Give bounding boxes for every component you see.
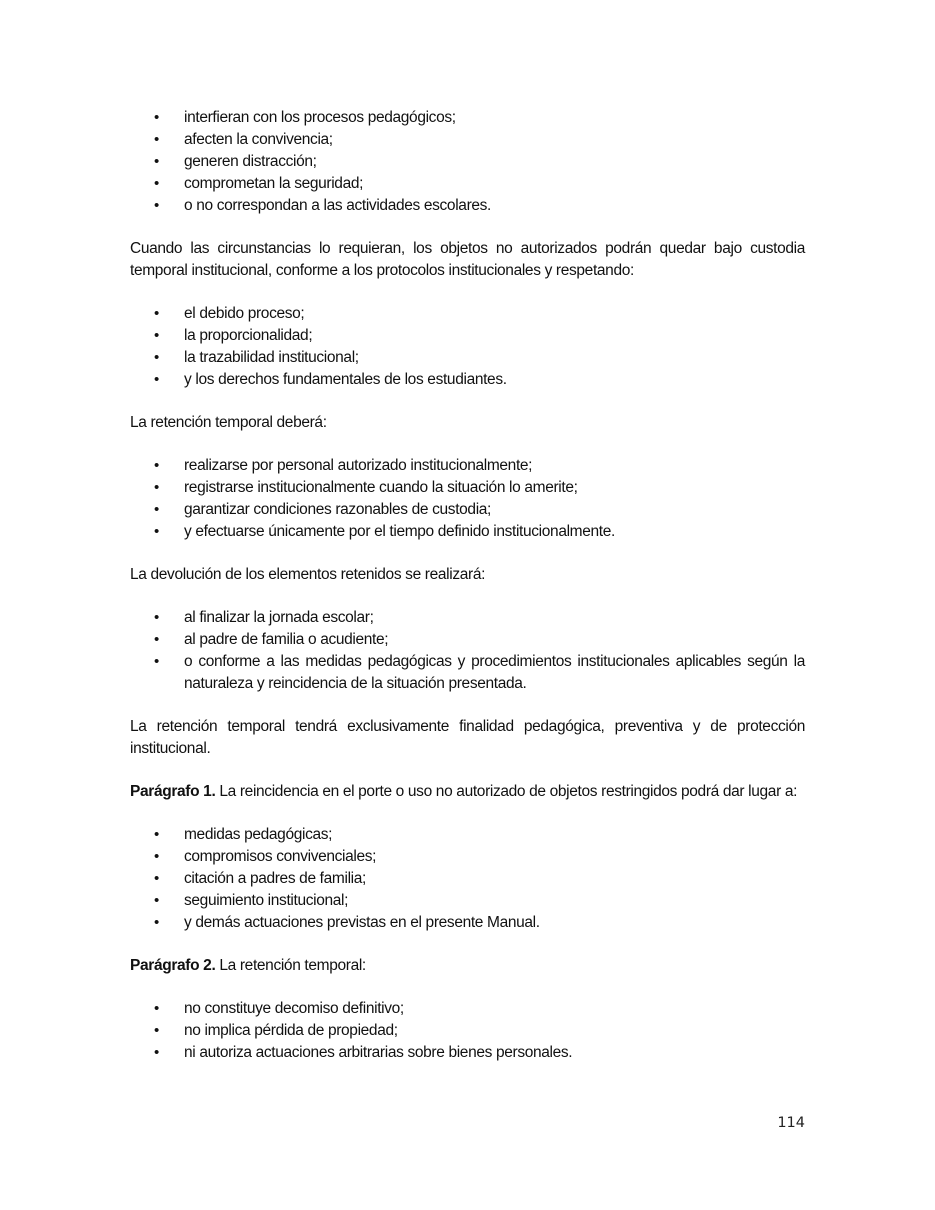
paragrafo-1-text: La reincidencia en el porte o uso no autorizado de objetos restringidos podrá dar lugar a: (215, 783, 798, 800)
list-item: • generen distracción; (130, 151, 805, 173)
list-item: • garantizar condiciones razonables de custodia; (130, 499, 805, 521)
list-item: • ni autoriza actuaciones arbitrarias sobre bienes personales. (130, 1042, 805, 1064)
list-item: • y los derechos fundamentales de los estudiantes. (130, 369, 805, 391)
list-item: • el debido proceso; (130, 303, 805, 325)
list-item: • no implica pérdida de propiedad; (130, 1020, 805, 1042)
bullet-list-principles (130, 303, 805, 391)
paragrafo-2-text: La retención temporal: (215, 957, 366, 974)
paragrafo-2 (130, 955, 805, 977)
list-item: • medidas pedagógicas; (130, 824, 805, 846)
list-item: • la trazabilidad institucional; (130, 347, 805, 369)
list-item: • interfieran con los procesos pedagógicos; (130, 107, 805, 129)
list-item: • citación a padres de familia; (130, 868, 805, 890)
bullet-list-return-options (130, 607, 805, 695)
paragrafo-1 (130, 781, 805, 803)
page-number: 114 (777, 1115, 805, 1131)
list-item: • al padre de familia o acudiente; (130, 629, 805, 651)
bullet-list-objects-conditions (130, 107, 805, 217)
list-item: • no constituye decomiso definitivo; (130, 998, 805, 1020)
list-item: • comprometan la seguridad; (130, 173, 805, 195)
list-item: • y efectuarse únicamente por el tiempo definido institucionalmente. (130, 521, 805, 543)
list-item: • compromisos convivenciales; (130, 846, 805, 868)
paragrafo-2-label: Parágrafo 2. (130, 957, 216, 974)
list-item: • registrarse institucionalmente cuando la situación lo amerite; (130, 477, 805, 499)
list-item: • la proporcionalidad; (130, 325, 805, 347)
list-item: • o no correspondan a las actividades escolares. (130, 195, 805, 217)
paragrafo-1-label: Parágrafo 1. (130, 783, 216, 800)
list-item: • al finalizar la jornada escolar; (130, 607, 805, 629)
bullet-list-reincidence-measures (130, 824, 805, 934)
paragraph-return: La devolución de los elementos retenidos se realizará: (130, 566, 486, 583)
bullet-list-retention-limits (130, 998, 805, 1064)
bullet-list-retention-requirements (130, 455, 805, 543)
list-item: • seguimiento institucional; (130, 890, 805, 912)
list-item: • y demás actuaciones previstas en el presente Manual. (130, 912, 805, 934)
document-page (130, 107, 805, 1064)
paragraph-purpose: La retención temporal tendrá exclusivamente finalidad pedagógica, preventiva y de protección institucional. (130, 718, 805, 757)
paragraph-retention: La retención temporal deberá: (130, 414, 327, 431)
list-item: • realizarse por personal autorizado institucionalmente; (130, 455, 805, 477)
list-item: • afecten la convivencia; (130, 129, 805, 151)
paragraph-custody: Cuando las circunstancias lo requieran, los objetos no autorizados podrán quedar bajo custodia temporal institucional, conforme a los protocolos institucionales y respetando: (130, 240, 805, 279)
list-item: • o conforme a las medidas pedagógicas y procedimientos institucionales aplicables según la naturaleza y reincidencia de la situación presentada. (130, 651, 805, 695)
